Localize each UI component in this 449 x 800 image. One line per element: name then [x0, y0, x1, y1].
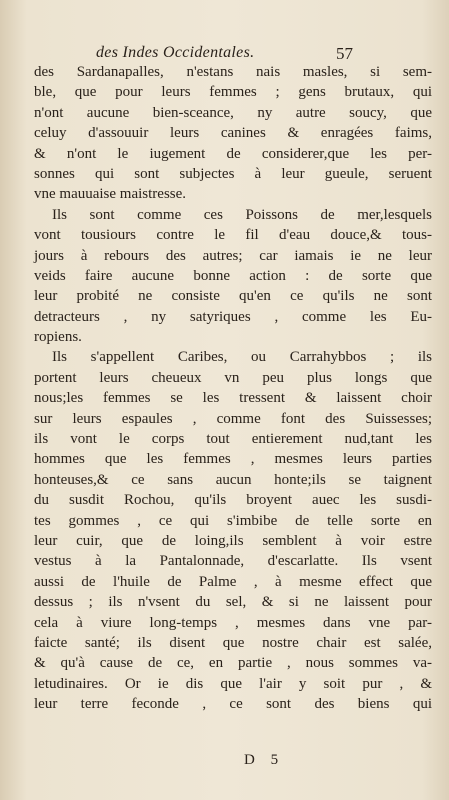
text-line: sonnes qui sont subjectes à leur gueule, seruent [34, 165, 432, 182]
text-line: & qu'à cause de ce, en partie , nous sommes va- [34, 655, 432, 672]
text-line: letudinaires. Or ie dis que l'air y soit pur , & [34, 675, 432, 692]
text-line: & n'ont le iugement de considerer,que les per- [34, 145, 432, 162]
text-line: vont tousiours contre le fil d'eau douce,& tous- [34, 227, 432, 244]
text-line: aussi de l'huile de Palme , à mesme effect que [34, 573, 432, 590]
text-line: ropiens. [34, 329, 82, 346]
text-line: ble, que pour leurs femmes ; gens brutaux, qui [34, 84, 432, 101]
text-line: des Sardanapalles, n'estans nais masles, si sem- [34, 64, 432, 80]
text-line: jours à rebours des autres; car iamais ie ne leur [34, 247, 432, 264]
text-line: detracteurs , ny satyriques , comme les Eu- [34, 308, 432, 325]
body-text [34, 62, 432, 715]
text-line: portent leurs cheueux vn peu plus longs que [34, 369, 432, 386]
text-line: honteuses,& ce sans aucun honte;ils se taignent [34, 471, 432, 488]
text-line: faicte santé; ils disent que nostre chair est salée, [34, 634, 432, 651]
text-line: celuy d'assouuir leurs canines & enragées faims, [34, 125, 432, 142]
text-line: hommes que les femmes , mesmes leurs parties [34, 451, 432, 468]
text-line: du susdit Rochou, qu'ils broyent auec les susdi- [34, 492, 432, 509]
running-title: des Indes Occidentales. [96, 44, 255, 61]
text-line: Ils s'appellent Caribes, ou Carrahybbos ; ils [52, 349, 432, 366]
text-line: veids faire aucune bonne action : de sorte que [34, 267, 432, 284]
text-line: vestus à la Pantalonnade, d'escarlatte. Ils vsent [34, 553, 432, 570]
text-line: Ils sont comme ces Poissons de mer,lesquels [52, 206, 432, 223]
text-line: tes gommes , ce qui s'imbibe de telle sorte en [34, 512, 432, 529]
text-line: sur leurs espaules , comme font des Suissesses; [34, 410, 432, 427]
text-line: n'ont aucune bien-sceance, ny autre soucy, que [34, 104, 432, 121]
text-line: leur probité ne consiste qu'en ce qu'ils ne sont [34, 288, 432, 305]
text-line: ils vont le corps tout entierement nud,tant les [34, 431, 432, 448]
page-number: 57 [336, 44, 353, 63]
text-line: dessus ; ils n'vsent du sel, & si ne laissent pour [34, 594, 432, 611]
text-line: nous;les femmes se les tressent & laissent choir [34, 390, 432, 407]
text-line: leur terre feconde , ce sont des biens qui [34, 696, 432, 713]
text-line: leur cuir, que de loing,ils semblent à voir estre [34, 532, 432, 549]
text-line: vne mauuaise maistresse. [34, 186, 187, 203]
signature-mark: D 5 [244, 752, 285, 768]
text-line: cela à viure long-temps , mesmes dans vne par- [34, 614, 432, 631]
